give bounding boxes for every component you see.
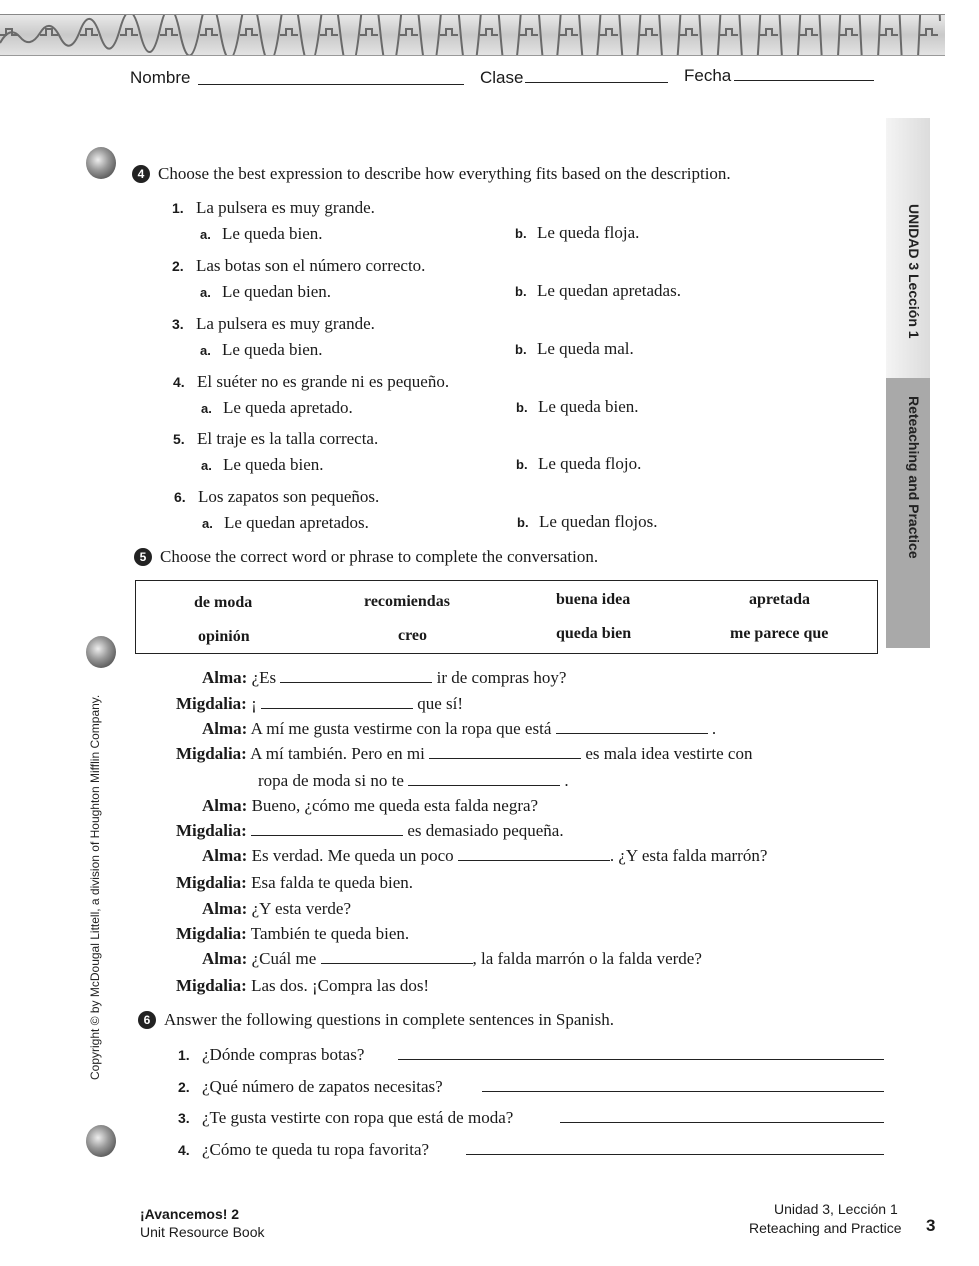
activity-6-question xyxy=(178,1045,364,1065)
option-letter: b. xyxy=(517,515,529,530)
item-prompt-text: La pulsera es muy grande. xyxy=(196,314,375,333)
option-b[interactable] xyxy=(515,223,639,243)
option-a[interactable] xyxy=(200,340,323,360)
nombre-label: Nombre xyxy=(130,68,191,87)
nombre-field[interactable] xyxy=(198,84,464,85)
option-letter: a. xyxy=(201,458,212,473)
question-number: 3. xyxy=(178,1110,190,1126)
option-text: Le queda mal. xyxy=(537,339,634,358)
activity-4-item-prompt xyxy=(172,256,425,276)
question-text: ¿Qué número de zapatos necesitas? xyxy=(202,1077,443,1096)
answer-blank[interactable] xyxy=(280,668,432,683)
activity-4-item-prompt xyxy=(173,429,378,449)
option-a[interactable] xyxy=(201,398,353,418)
question-text: ¿Dónde compras botas? xyxy=(202,1045,365,1064)
binder-hole-icon xyxy=(86,1125,116,1157)
dialogue-line: Migdalia: es demasiado pequeña. xyxy=(176,821,564,840)
clase-label: Clase xyxy=(480,68,524,87)
dialogue-line: Alma: ¿Es ir de compras hoy? xyxy=(202,668,567,687)
dialogue-line: Migdalia: Las dos. ¡Compra las dos! xyxy=(176,976,430,995)
option-letter: b. xyxy=(515,342,527,357)
activity-5-instruction: 5 Choose the correct word or phrase to complete the conversation. xyxy=(134,547,598,567)
dialogue-line: Alma: A mí me gusta vestirme con la ropa que está . xyxy=(202,719,717,738)
option-b[interactable] xyxy=(516,397,639,417)
item-prompt-text: La pulsera es muy grande. xyxy=(196,198,375,217)
item-number: 4. xyxy=(173,374,185,390)
dialogue-line: Alma: ¿Cuál me , la falda marrón o la falda verde? xyxy=(202,949,702,968)
dialogue-line: Migdalia: También te queda bien. xyxy=(176,924,410,943)
copyright-notice: Copyright © by McDougal Littell, a division of Houghton Mifflin Company. xyxy=(88,694,102,1080)
greek-key-pattern-icon xyxy=(0,15,945,55)
item-prompt-text: Las botas son el número correcto. xyxy=(196,256,426,275)
answer-blank[interactable] xyxy=(458,846,610,861)
footer-section: Reteaching and Practice xyxy=(749,1220,902,1236)
dialogue-line: Alma: ¿Y esta verde? xyxy=(202,899,351,918)
item-number: 5. xyxy=(173,431,185,447)
answer-blank[interactable] xyxy=(251,821,403,836)
dialogue-line: Alma: Es verdad. Me queda un poco . ¿Y esta falda marrón? xyxy=(202,846,768,865)
dialogue-line: Migdalia: A mí también. Pero en mi es mala idea vestirte con xyxy=(176,744,753,763)
word-bank-item: apretada xyxy=(749,591,811,608)
option-letter: a. xyxy=(202,516,213,531)
item-number: 1. xyxy=(172,200,184,216)
word-bank-item: creo xyxy=(398,627,428,644)
activity-4-instruction: 4 Choose the best expression to describe how everything fits based on the description. xyxy=(132,164,731,184)
activity-6-badge: 6 xyxy=(138,1011,156,1029)
option-a[interactable] xyxy=(200,282,331,302)
fecha-label: Fecha xyxy=(684,66,732,85)
activity-6-question xyxy=(178,1108,513,1128)
word-bank xyxy=(135,580,878,654)
option-text: Le queda bien. xyxy=(538,397,639,416)
word-bank-item: de moda xyxy=(194,594,253,611)
option-letter: a. xyxy=(200,227,211,242)
dialogue-line: ropa de moda si no te . xyxy=(258,771,569,790)
side-tab-unit: UNIDAD 3 Lección 1 xyxy=(906,204,922,339)
option-a[interactable] xyxy=(201,455,324,475)
activity-4-item-prompt xyxy=(174,487,379,507)
option-text: Le queda bien. xyxy=(223,455,324,474)
option-text: Le queda apretado. xyxy=(223,398,353,417)
activity-6-instruction: 6 Answer the following questions in complete sentences in Spanish. xyxy=(138,1010,614,1030)
option-letter: b. xyxy=(515,284,527,299)
option-b[interactable] xyxy=(517,512,658,532)
answer-line[interactable] xyxy=(466,1154,884,1155)
option-a[interactable] xyxy=(202,513,369,533)
header-decorative-band xyxy=(0,14,945,56)
footer-book-subtitle: Unit Resource Book xyxy=(140,1224,265,1240)
answer-line[interactable] xyxy=(398,1059,884,1060)
side-tab-section: Reteaching and Practice xyxy=(906,396,922,559)
word-bank-item: recomiendas xyxy=(364,593,450,610)
answer-line[interactable] xyxy=(560,1122,884,1123)
activity-4-item-prompt xyxy=(173,372,449,392)
option-text: Le quedan bien. xyxy=(222,282,332,301)
answer-blank[interactable] xyxy=(261,694,413,709)
option-text: Le quedan apretados. xyxy=(224,513,369,532)
word-bank-item: buena idea xyxy=(556,591,631,608)
option-text: Le queda floja. xyxy=(537,223,640,242)
item-number: 2. xyxy=(172,258,184,274)
clase-field[interactable] xyxy=(525,82,668,83)
fecha-field[interactable] xyxy=(734,80,874,81)
question-number: 2. xyxy=(178,1079,190,1095)
option-letter: a. xyxy=(200,285,211,300)
page-number: 3 xyxy=(926,1216,936,1235)
answer-blank[interactable] xyxy=(408,771,560,786)
option-text: Le quedan apretadas. xyxy=(537,281,681,300)
item-number: 6. xyxy=(174,489,186,505)
activity-4-item-prompt xyxy=(172,314,375,334)
binder-hole-icon xyxy=(86,636,116,668)
option-b[interactable] xyxy=(515,339,634,359)
activity-4-badge: 4 xyxy=(132,165,150,183)
question-text: ¿Cómo te queda tu ropa favorita? xyxy=(202,1140,430,1159)
dialogue-line: Migdalia: Esa falda te queda bien. xyxy=(176,873,413,892)
activity-6-question xyxy=(178,1140,429,1160)
activity-5-badge: 5 xyxy=(134,548,152,566)
question-number: 4. xyxy=(178,1142,190,1158)
option-letter: a. xyxy=(200,343,211,358)
option-text: Le quedan flojos. xyxy=(539,512,658,531)
option-b[interactable] xyxy=(515,281,681,301)
option-a[interactable] xyxy=(200,224,323,244)
footer-book-title: ¡Avancemos! 2 xyxy=(140,1206,240,1222)
word-bank-item: me parece que xyxy=(730,625,829,642)
item-number: 3. xyxy=(172,316,184,332)
activity-4-item-prompt xyxy=(172,198,375,218)
option-text: Le queda bien. xyxy=(222,224,323,243)
answer-line[interactable] xyxy=(482,1091,884,1092)
option-letter: a. xyxy=(201,401,212,416)
dialogue-line: Alma: Bueno, ¿cómo me queda esta falda negra? xyxy=(202,796,539,815)
item-prompt-text: Los zapatos son pequeños. xyxy=(198,487,380,506)
item-prompt-text: El suéter no es grande ni es pequeño. xyxy=(197,372,450,391)
word-bank-item: queda bien xyxy=(556,625,632,642)
answer-blank[interactable] xyxy=(429,744,581,759)
option-letter: b. xyxy=(516,400,528,415)
word-bank-item: opinión xyxy=(198,628,250,645)
option-text: Le queda flojo. xyxy=(538,454,642,473)
answer-blank[interactable] xyxy=(556,719,708,734)
option-b[interactable] xyxy=(516,454,641,474)
item-prompt-text: El traje es la talla correcta. xyxy=(197,429,379,448)
footer-unit: Unidad 3, Lección 1 xyxy=(774,1201,898,1217)
dialogue-line: Migdalia: ¡ que sí! xyxy=(176,694,464,713)
question-text: ¿Te gusta vestirte con ropa que está de moda? xyxy=(202,1108,514,1127)
option-letter: b. xyxy=(516,457,528,472)
answer-blank[interactable] xyxy=(321,949,473,964)
option-text: Le queda bien. xyxy=(222,340,323,359)
option-letter: b. xyxy=(515,226,527,241)
binder-hole-icon xyxy=(86,147,116,179)
question-number: 1. xyxy=(178,1047,190,1063)
activity-6-question xyxy=(178,1077,443,1097)
